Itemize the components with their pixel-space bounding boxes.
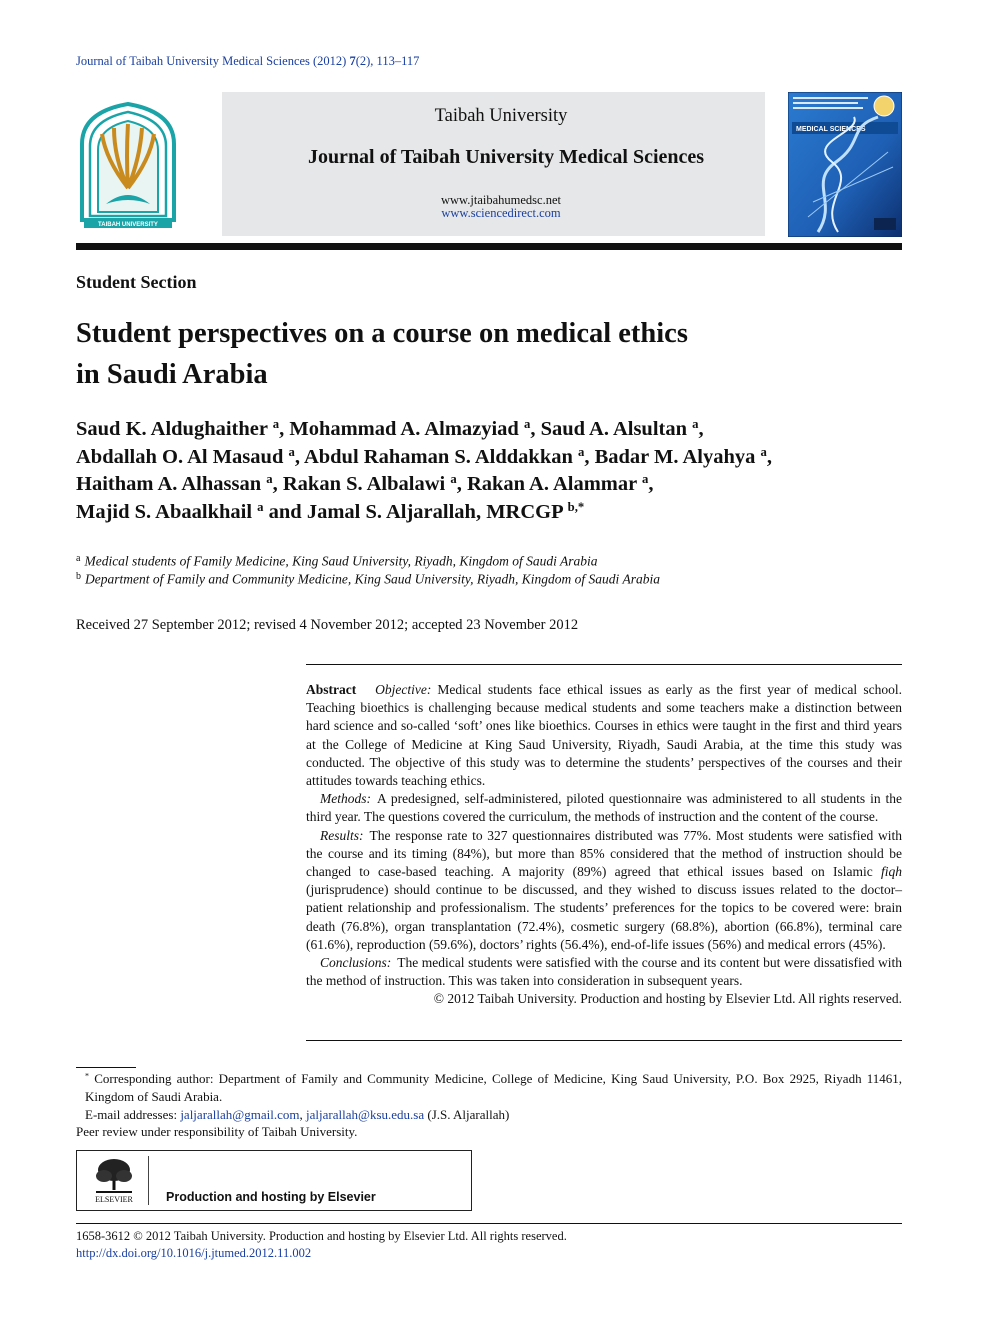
- author: Saud K. Aldughaither: [76, 418, 268, 440]
- author-list: [76, 416, 906, 526]
- elsevier-logo-text: ELSEVIER: [95, 1195, 133, 1204]
- email-link[interactable]: jaljarallah@gmail.com: [180, 1106, 300, 1122]
- author: Rakan S. Albalawi: [282, 473, 446, 495]
- abstract: [306, 681, 902, 1009]
- corresponding-author-note: * Corresponding author: Department of Family and Community Medicine, College of Medicine, King Saud University, P.O. Box 2925, Riyadh 11461, Kingdom of Saudi Arabia.: [85, 1071, 903, 1104]
- footnotes: [76, 1070, 902, 1141]
- abstract-top-rule: [306, 664, 902, 665]
- corresponding-author: Jamal S. Aljarallah, MRCGP: [306, 500, 563, 523]
- cover-title-text: MEDICAL SCIENCES: [796, 126, 866, 133]
- author: Majid S. Abaalkhail: [76, 500, 253, 523]
- journal-website[interactable]: www.jtaibahumedsc.net: [441, 193, 561, 207]
- abstract-bottom-rule: [306, 1040, 902, 1041]
- logo-banner-text: TAIBAH UNIVERSITY: [98, 222, 158, 228]
- journal-citation[interactable]: Journal of Taibah University Medical Sciences (2012) 7(2), 113–117: [76, 54, 420, 68]
- header-rule: [76, 243, 902, 250]
- elsevier-divider: [148, 1156, 149, 1205]
- issn-copyright: 1658-3612 © 2012 Taibah University. Production and hosting by Elsevier Ltd. All rights reserved.: [76, 1229, 567, 1243]
- article-title: Student perspectives on a course on medical ethics in Saudi Arabia: [76, 318, 688, 390]
- abstract-objective: Abstract Objective: Medical students face ethical issues as early as the first year of medical school. Teaching bioethics is challenging because medical students and some teachers make a distinction between hard science and so-called ‘soft’ ones like bioethics. Courses in ethics were taught in the first and third years at the College of Medicine at King Saud University, Riyadh, Saudi Arabia, at the time this study was conducted. The objective of this study was to determine the students’ perspectives of the courses and their attitudes towards teaching ethics.: [306, 682, 902, 789]
- taibah-university-logo: [76, 100, 180, 230]
- author: Badar M. Alyahya: [594, 445, 756, 468]
- journal-name: Journal of Taibah University Medical Sciences: [307, 146, 705, 168]
- author: Rakan A. Alammar: [466, 473, 637, 495]
- author: Haitham A. Alhassan: [76, 473, 262, 495]
- bottom-rule: [76, 1223, 902, 1224]
- article-dates: Received 27 September 2012; revised 4 November 2012; accepted 23 November 2012: [76, 617, 579, 633]
- abstract-results: Results: The response rate to 327 questionnaires distributed was 77%. Most students were satisfied with the course and its timing (84%), but more than 85% considered that the method of instruction should be changed to case-based teaching. A majority (89%) agreed that ethical issues based on Islamic fiqh (jurisprudence) should continue to be discussed, and they wished to discuss issues related to the doctor–patient relationship and professionalism. The students’ preferences for the topics to be covered were: brain death (76.8%), organ transplantation (72.4%), cosmetic surgery (68.8%), abortion (66.8%), terminal care (61.6%), reproduction (59.6%), doctors’ rights (56.4%), end-of-life issues (56%) and medical errors (45%).: [306, 827, 902, 952]
- email-link[interactable]: jaljarallah@ksu.edu.sa: [306, 1106, 425, 1122]
- author-line: Majid S. Abaalkhail $^a$ and Jamal S. Aljarallah, MRCGP $^{b,*}$: [76, 499, 585, 523]
- doi-link[interactable]: http://dx.doi.org/10.1016/j.jtumed.2012.11.002: [76, 1246, 312, 1260]
- author-line: Haitham A. Alhassan $^a$, Rakan S. Albalawi $^a$, Rakan A. Alammar $^a$,: [76, 472, 654, 495]
- author-line: Saud K. Aldughaither $^a$, Mohammad A. Almazyiad $^a$, Saud A. Alsultan $^a$,: [76, 417, 704, 440]
- corresponding-author-star: *: [577, 499, 585, 514]
- abstract-methods: Methods: A predesigned, self-administered, piloted questionnaire was administered to all students in the third year. The questions covered the curriculum, the methods of instruction and the content of the course.: [306, 791, 902, 825]
- peer-review-note: Peer review under responsibility of Taibah University.: [76, 1124, 358, 1140]
- abstract-copyright: © 2012 Taibah University. Production and hosting by Elsevier Ltd. All rights reserved.: [433, 991, 902, 1007]
- author: Saud A. Alsultan: [540, 418, 688, 440]
- footnote-rule: [76, 1067, 136, 1068]
- article-section: Student Section: [76, 272, 197, 292]
- affiliation-b: $^b$ Department of Family and Community Medicine, King Saud University, Riyadh, Kingdom of Saudi Arabia: [76, 571, 660, 587]
- email-addresses: E-mail addresses: jaljarallah@gmail.com, jaljarallah@ksu.edu.sa (J.S. Aljarallah): [85, 1106, 510, 1122]
- elsevier-logo: [88, 1156, 140, 1206]
- author: Abdul Rahaman S. Alddakkan: [303, 445, 573, 468]
- production-hosting-label: Production and hosting by Elsevier: [166, 1190, 376, 1204]
- author-line: Abdallah O. Al Masaud $^a$, Abdul Rahaman S. Alddakkan $^a$, Badar M. Alyahya $^a$,: [76, 444, 773, 468]
- university-name: Taibah University: [434, 106, 568, 126]
- author: Abdallah O. Al Masaud: [76, 445, 284, 468]
- abstract-conclusions: Conclusions: The medical students were satisfied with the course and its content but were dissatisfied with the method of instruction. This was taken into consideration in subsequent years.: [306, 955, 902, 989]
- affiliation-a: $^a$ Medical students of Family Medicine, King Saud University, Riyadh, Kingdom of Saudi Arabia: [76, 553, 598, 569]
- sciencedirect-link[interactable]: www.sciencedirect.com: [441, 206, 561, 220]
- journal-cover-thumbnail: [788, 92, 902, 237]
- author: Mohammad A. Almazyiad: [289, 418, 519, 440]
